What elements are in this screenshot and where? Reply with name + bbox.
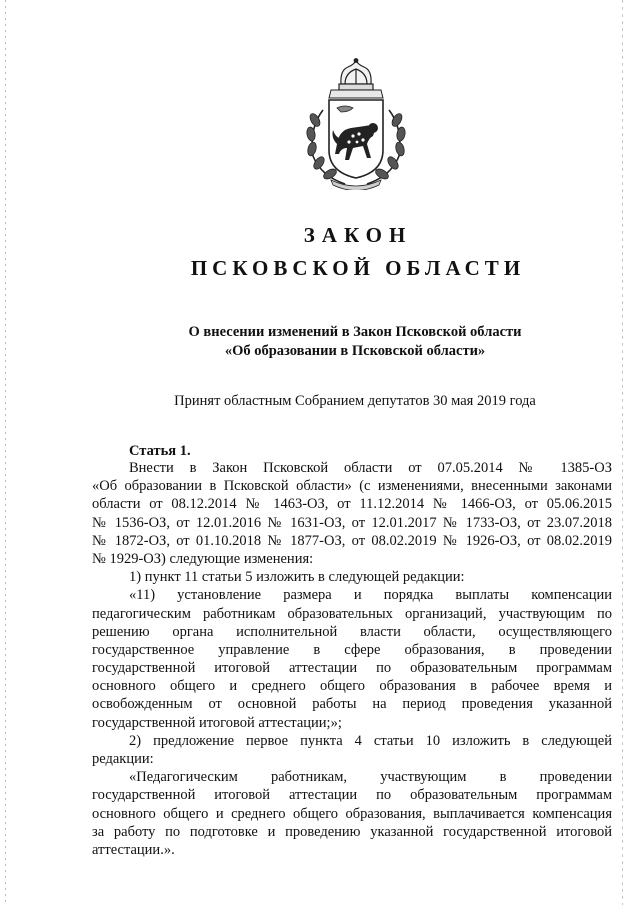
- text-line: «11) установление размера и порядка выплаты компенсации: [129, 587, 612, 604]
- document-region: ПСКОВСКОЙ ОБЛАСТИ: [190, 256, 526, 280]
- text-line: Внести в Закон Псковской области от 07.05.2014 № 1385-ОЗ: [129, 460, 612, 476]
- text-line: № 1929-ОЗ) следующие изменения:: [92, 550, 314, 567]
- text-line: педагогическим работникам образовательных организаций, участвующим по: [92, 605, 612, 622]
- article-heading: Статья 1.: [129, 443, 191, 459]
- text-line: основного общего и среднего общего образования в рабочее время и: [92, 678, 612, 695]
- text-line: основного общего и среднего общего образования, выплачивается компенсация: [92, 805, 612, 822]
- adoption-statement: Принят областным Собранием депутатов 30 мая 2019 года: [174, 393, 536, 409]
- text-line: аттестации.».: [92, 841, 175, 858]
- text-line: государственной итоговой аттестации по образовательным программам: [92, 787, 612, 804]
- text-line: государственной итоговой аттестации по образовательным программам: [92, 660, 612, 677]
- text-line: освобожденным от основной работы на период проведения указанной: [92, 696, 612, 713]
- text-line: области от 08.12.2014 № 1463-ОЗ, от 11.12.2014 № 1466-ОЗ, от 05.06.2015: [92, 496, 612, 513]
- article-body: [92, 459, 612, 859]
- text-line: «Об образовании в Псковской области» (с изменениями, внесенными законами: [92, 478, 612, 495]
- subject-line: «Об образовании в Псковской области»: [224, 343, 486, 359]
- text-line: решению органа исполнительной власти области, осуществляющего: [92, 623, 612, 640]
- text-line: редакции:: [92, 751, 154, 767]
- text-line: 2) предложение первое пункта 4 статьи 10 изложить в следующей: [129, 732, 612, 749]
- text-line: за работу по подготовке и проведению указанной государственной итоговой: [92, 823, 612, 840]
- text-line: 1) пункт 11 статьи 5 изложить в следующей редакции:: [129, 569, 465, 586]
- coat-of-arms-icon: [293, 58, 419, 190]
- scan-edge-right: [622, 0, 623, 905]
- text-line: государственное управление в сфере образования, в проведении: [92, 641, 612, 658]
- text-line: государственной итоговой аттестации;»;: [92, 714, 342, 731]
- scan-edge-left: [5, 0, 6, 905]
- text-line: № 1872-ОЗ, от 01.10.2018 № 1877-ОЗ, от 08.02.2019 № 1926-ОЗ, от 08.02.2019: [92, 532, 612, 549]
- text-line: № 1536-ОЗ, от 12.01.2016 № 1631-ОЗ, от 12.01.2017 № 1733-ОЗ, от 23.07.2018: [92, 514, 612, 531]
- document-subject: [150, 323, 560, 361]
- document-title: ЗАКОН: [303, 223, 413, 247]
- subject-line: О внесении изменений в Закон Псковской области: [188, 324, 522, 340]
- text-line: «Педагогическим работникам, участвующим в проведении: [129, 769, 612, 786]
